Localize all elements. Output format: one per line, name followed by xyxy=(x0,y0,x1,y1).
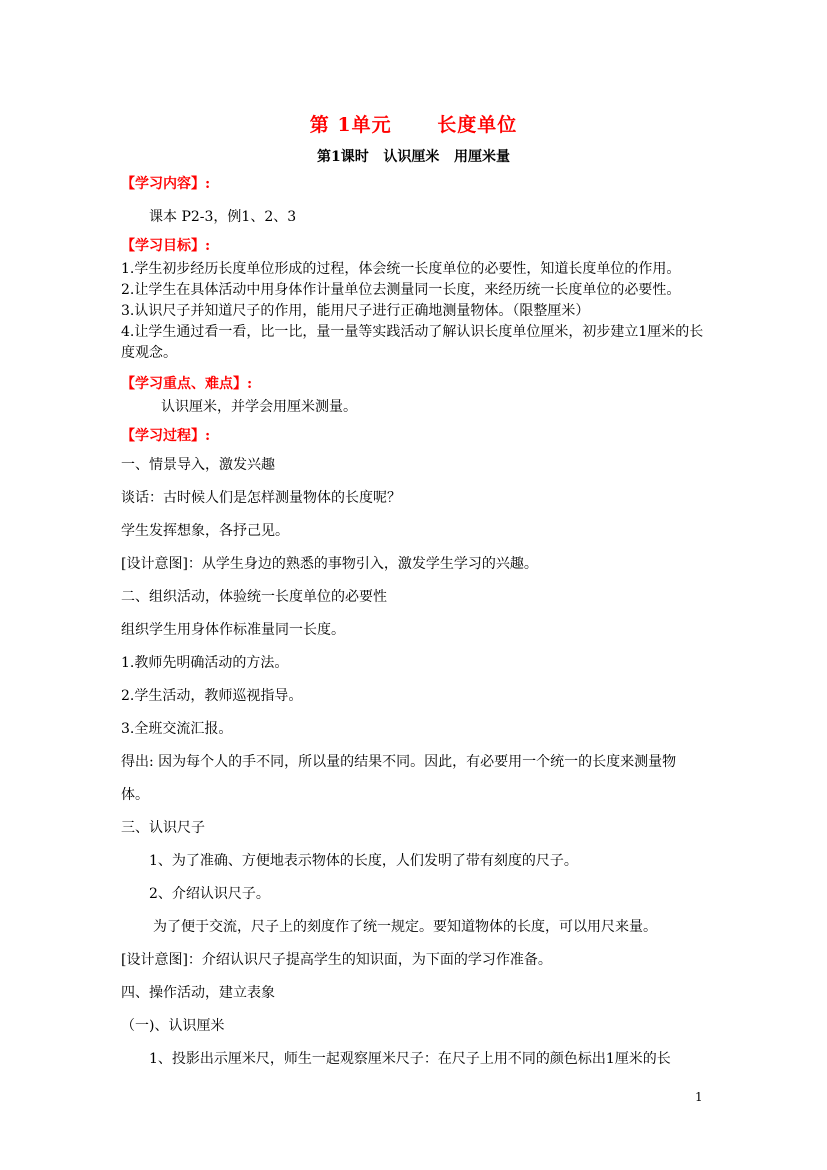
paragraph: 体。 xyxy=(121,787,149,803)
section-title: 三、认识尺子 xyxy=(121,820,205,836)
page-number: 1 xyxy=(695,1090,703,1104)
goal-item: 2.让学生在具体活动中用身体作计量单位去测量同一长度，来经历统一长度单位的必要性。 xyxy=(121,282,681,298)
keypoints-text: 认识厘米，并学会用厘米测量。 xyxy=(161,399,357,415)
process-heading: 【学习过程】: xyxy=(121,428,211,444)
unit-title: 第 1单元 长度单位 xyxy=(309,114,518,136)
goals-heading: 【学习目标】: xyxy=(121,238,211,254)
goal-item: 4.让学生通过看一看，比一比，量一量等实践活动了解认识长度单位厘米，初步建立1厘米的长度观念。 xyxy=(121,324,704,361)
section-title: 一、情景导入，激发兴趣 xyxy=(121,457,275,473)
content-heading: 【学习内容】: xyxy=(121,176,211,192)
paragraph: 1、投影出示厘米尺，师生一起观察厘米尺子：在尺子上用不同的颜色标出1厘米的长 xyxy=(149,1051,671,1067)
content-text: 课本 P2-3，例1、2、3 xyxy=(149,209,297,225)
goal-item: 3.认识尺子并知道尺子的作用，能用尺子进行正确地测量物体。（限整厘米） xyxy=(121,303,590,319)
subsection-title: （一)、认识厘米 xyxy=(121,1018,225,1034)
section-title: 二、组织活动，体验统一长度单位的必要性 xyxy=(121,589,387,605)
paragraph: 得出: 因为每个人的手不同，所以量的结果不同。因此，有必要用一个统一的长度来测量物 xyxy=(121,754,677,770)
paragraph: 谈话：古时候人们是怎样测量物体的长度呢？ xyxy=(121,490,401,506)
lesson-subtitle: 第1课时 认识厘米 用厘米量 xyxy=(317,149,510,165)
design-intent: [设计意图]：从学生身边的熟悉的事物引入，激发学生学习的兴趣。 xyxy=(121,556,538,572)
list-item: 2、介绍认识尺子。 xyxy=(149,886,270,902)
list-item: 1.教师先明确活动的方法。 xyxy=(121,655,289,671)
design-intent: [设计意图]：介绍认识尺子提高学生的知识面，为下面的学习作准备。 xyxy=(121,952,552,968)
paragraph: 为了便于交流，尺子上的刻度作了统一规定。要知道物体的长度，可以用尺来量。 xyxy=(153,919,657,935)
keypoints-heading: 【学习重点、难点】: xyxy=(121,376,253,392)
goal-item: 1.学生初步经历长度单位形成的过程，体会统一长度单位的必要性，知道长度单位的作用。 xyxy=(121,261,681,277)
list-item: 3.全班交流汇报。 xyxy=(121,721,233,737)
document-body xyxy=(121,172,711,1076)
section-title: 四、操作活动，建立表象 xyxy=(121,985,275,1001)
paragraph: 学生发挥想象，各抒己见。 xyxy=(121,523,289,539)
list-item: 2.学生活动，教师巡视指导。 xyxy=(121,688,303,704)
paragraph: 组织学生用身体作标准量同一长度。 xyxy=(121,622,345,638)
list-item: 1、为了准确、方便地表示物体的长度，人们发明了带有刻度的尺子。 xyxy=(149,853,578,869)
